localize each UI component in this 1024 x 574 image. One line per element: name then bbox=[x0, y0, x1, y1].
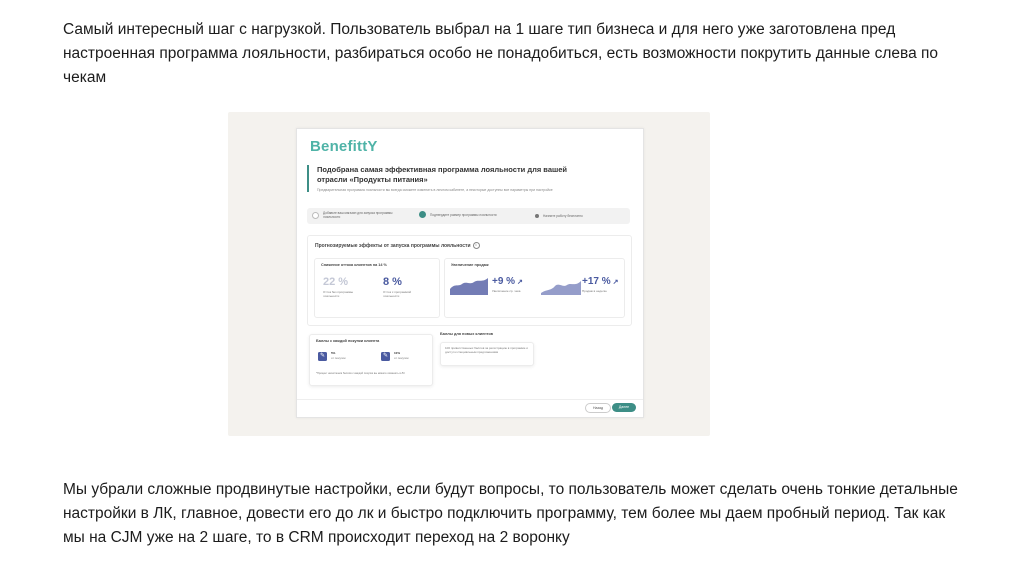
churn-after-caption: Отток с программой лояльности bbox=[383, 290, 412, 298]
step-label: Подтвердите размер программы лояльности bbox=[430, 212, 497, 217]
bonus-card-title: Баллы с каждой покупки клиента bbox=[316, 339, 380, 343]
new-clients-text: 100 приветственных баллов за регистрацию в программе и доступ к специальным предложениям bbox=[445, 346, 528, 354]
bonus-note: *Процент начисления баллов с каждой покупки вы можете изменить в ЛК bbox=[316, 372, 405, 375]
hero-title: Подобрана самая эффективная программа лояльности для вашей отрасли «Продукты питания» bbox=[317, 165, 568, 184]
check-area-chart bbox=[450, 275, 488, 295]
churn-after-value: 8 % bbox=[383, 276, 402, 288]
bonus-card bbox=[309, 334, 433, 386]
revenue-increase-text: +17 % bbox=[582, 276, 611, 287]
trend-up-icon: ↗ bbox=[515, 279, 523, 286]
hero-subtitle: Предварительная программа лояльности вы всегда сможете изменить в личном кабинете, а некоторые доступны все параметры при настройке bbox=[317, 188, 553, 192]
edit-pencil-icon[interactable]: ✎ bbox=[319, 353, 326, 359]
check-increase-text: +9 % bbox=[492, 276, 516, 287]
trend-up-icon: ↗ bbox=[610, 279, 619, 286]
churn-before-value: 22 % bbox=[323, 276, 349, 288]
info-icon[interactable]: i bbox=[473, 242, 480, 249]
bonus-value-1: 5% bbox=[331, 351, 336, 355]
step-label: Добавьте ваш магазин для запуска программы лояльности bbox=[323, 211, 393, 219]
stepper bbox=[307, 208, 630, 224]
check-increase-value bbox=[492, 276, 523, 287]
step-label: Начните работу бесплатно bbox=[543, 214, 583, 218]
revenue-area-chart bbox=[541, 279, 581, 295]
hero-block bbox=[307, 165, 643, 192]
bonus-value-2: 10% bbox=[394, 351, 401, 355]
churn-before-caption: Отток без программы лояльности bbox=[323, 290, 354, 298]
slide-bottom-text: Мы убрали сложные продвинутые настройки, если будут вопросы, то пользователь может сделать очень тонкие детальные настройки в ЛК, главное, довести его до лк и быстро подключить программу, тем более мы даем пробный период. Так как мы на CJM уже на 2 шаге, то в CRM происходит переход на 2 воронку bbox=[63, 481, 958, 546]
bonus-caption-2: от покупок bbox=[394, 356, 409, 360]
effects-panel bbox=[307, 235, 632, 326]
next-button[interactable]: Далее bbox=[612, 403, 636, 412]
slide-top-text: Самый интересный шаг с нагрузкой. Пользователь выбрал на 1 шаге тип бизнеса и для него уже заготовлена пред настроенная программа лояльности, разбираться особо не понадобиться, есть возможности покрутить данные слева по чекам bbox=[63, 21, 939, 86]
step-2[interactable] bbox=[419, 211, 502, 218]
step-pending-icon bbox=[535, 214, 539, 218]
bonus-caption-1: от покупок bbox=[331, 356, 346, 360]
footer-divider bbox=[297, 399, 643, 400]
edit-pencil-icon[interactable]: ✎ bbox=[382, 353, 389, 359]
back-button[interactable]: Назад bbox=[585, 403, 611, 413]
churn-card-title: Снижение оттока клиентов на 14 % bbox=[321, 263, 387, 267]
step-3[interactable] bbox=[535, 214, 615, 218]
sales-card-title: Увеличение продаж bbox=[451, 263, 489, 267]
brand-logo: BenefittY bbox=[310, 138, 378, 155]
new-clients-card bbox=[440, 342, 534, 366]
check-increase-caption: Увеличение ср. чека bbox=[492, 289, 521, 293]
step-active-icon bbox=[419, 211, 426, 218]
revenue-increase-value bbox=[582, 276, 618, 287]
revenue-increase-caption: Продаж в неделю bbox=[582, 289, 607, 293]
app-screenshot bbox=[296, 128, 644, 418]
sales-card bbox=[444, 258, 625, 318]
step-done-icon bbox=[312, 212, 319, 219]
effects-title bbox=[315, 242, 480, 249]
step-1[interactable] bbox=[312, 211, 395, 219]
churn-card bbox=[314, 258, 440, 318]
new-clients-title: Баллы для новых клиентов bbox=[440, 332, 493, 336]
effects-title-text: Прогнозируемые эффекты от запуска программы лояльности bbox=[315, 242, 471, 249]
